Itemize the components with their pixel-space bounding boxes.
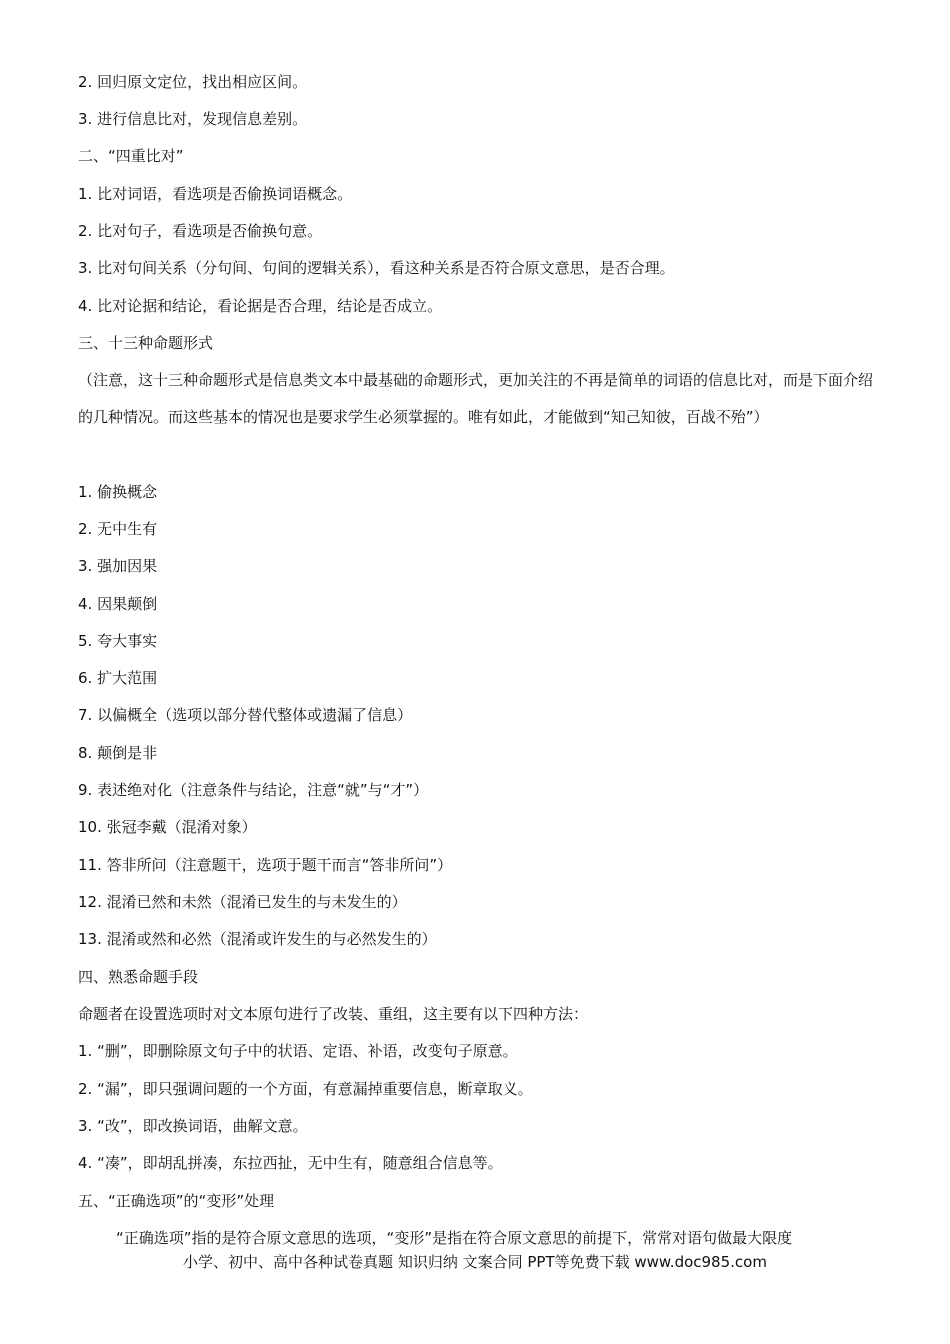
text-line: 2. 回归原文定位，找出相应区间。 [78, 73, 308, 91]
text-line: 2. 比对句子，看选项是否偷换句意。 [78, 222, 323, 240]
list-item: 4. “凑”，即胡乱拼凑，东拉西扯，无中生有，随意组合信息等。 [78, 1154, 503, 1172]
text-line: 3. 比对句间关系（分句间、句间的逻辑关系），看这种关系是否符合原文意思，是否合理。 [78, 259, 675, 277]
text-line: 1. 比对词语，看选项是否偷换词语概念。 [78, 185, 353, 203]
list-item: 7. 以偏概全（选项以部分替代整体或遗漏了信息） [78, 706, 413, 724]
section-heading: 三、十三种命题形式 [78, 334, 214, 352]
text-line: “正确选项”指的是符合原文意思的选项，“变形”是指在符合原文意思的前提下，常常对语句做最大限度 [116, 1229, 793, 1247]
list-item: 10. 张冠李戴（混淆对象） [78, 818, 257, 836]
list-item: 3. 强加因果 [78, 557, 158, 575]
page-footer: 小学、初中、高中各种试卷真题 知识归纳 文案合同 PPT等免费下载 www.doc985.com [183, 1253, 767, 1271]
list-item: 2. “漏”，即只强调问题的一个方面，有意漏掉重要信息，断章取义。 [78, 1080, 533, 1098]
list-item: 8. 颠倒是非 [78, 744, 158, 762]
list-item: 2. 无中生有 [78, 520, 158, 538]
text-line: 3. 进行信息比对，发现信息差别。 [78, 110, 308, 128]
list-item: 9. 表述绝对化（注意条件与结论，注意“就”与“才”） [78, 781, 429, 799]
list-item: 13. 混淆或然和必然（混淆或许发生的与必然发生的） [78, 930, 437, 948]
note-paragraph: （注意，这十三种命题形式是信息类文本中最基础的命题形式，更加关注的不再是简单的词语的信息比对，而是下面介绍的几种情况。而这些基本的情况也是要求学生必须掌握的。唯有如此，才能做到“知己知彼，百战不殆”） [78, 371, 874, 426]
list-item: 12. 混淆已然和未然（混淆已发生的与未发生的） [78, 893, 407, 911]
list-item: 11. 答非所问（注意题干，选项于题干而言“答非所问”） [78, 856, 453, 874]
section-heading: 二、“四重比对” [78, 147, 184, 165]
list-item: 3. “改”，即改换词语，曲解文意。 [78, 1117, 308, 1135]
list-item: 1. “删”，即删除原文句子中的状语、定语、补语，改变句子原意。 [78, 1042, 518, 1060]
text-line: 命题者在设置选项时对文本原句进行了改装、重组，这主要有以下四种方法： [78, 1005, 589, 1023]
list-item: 4. 因果颠倒 [78, 595, 158, 613]
list-item: 6. 扩大范围 [78, 669, 158, 687]
text-line: 4. 比对论据和结论，看论据是否合理，结论是否成立。 [78, 297, 443, 315]
list-item: 5. 夸大事实 [78, 632, 158, 650]
list-item: 1. 偷换概念 [78, 483, 158, 501]
section-heading: 四、熟悉命题手段 [78, 968, 199, 986]
section-heading: 五、“正确选项”的“变形”处理 [78, 1192, 275, 1210]
